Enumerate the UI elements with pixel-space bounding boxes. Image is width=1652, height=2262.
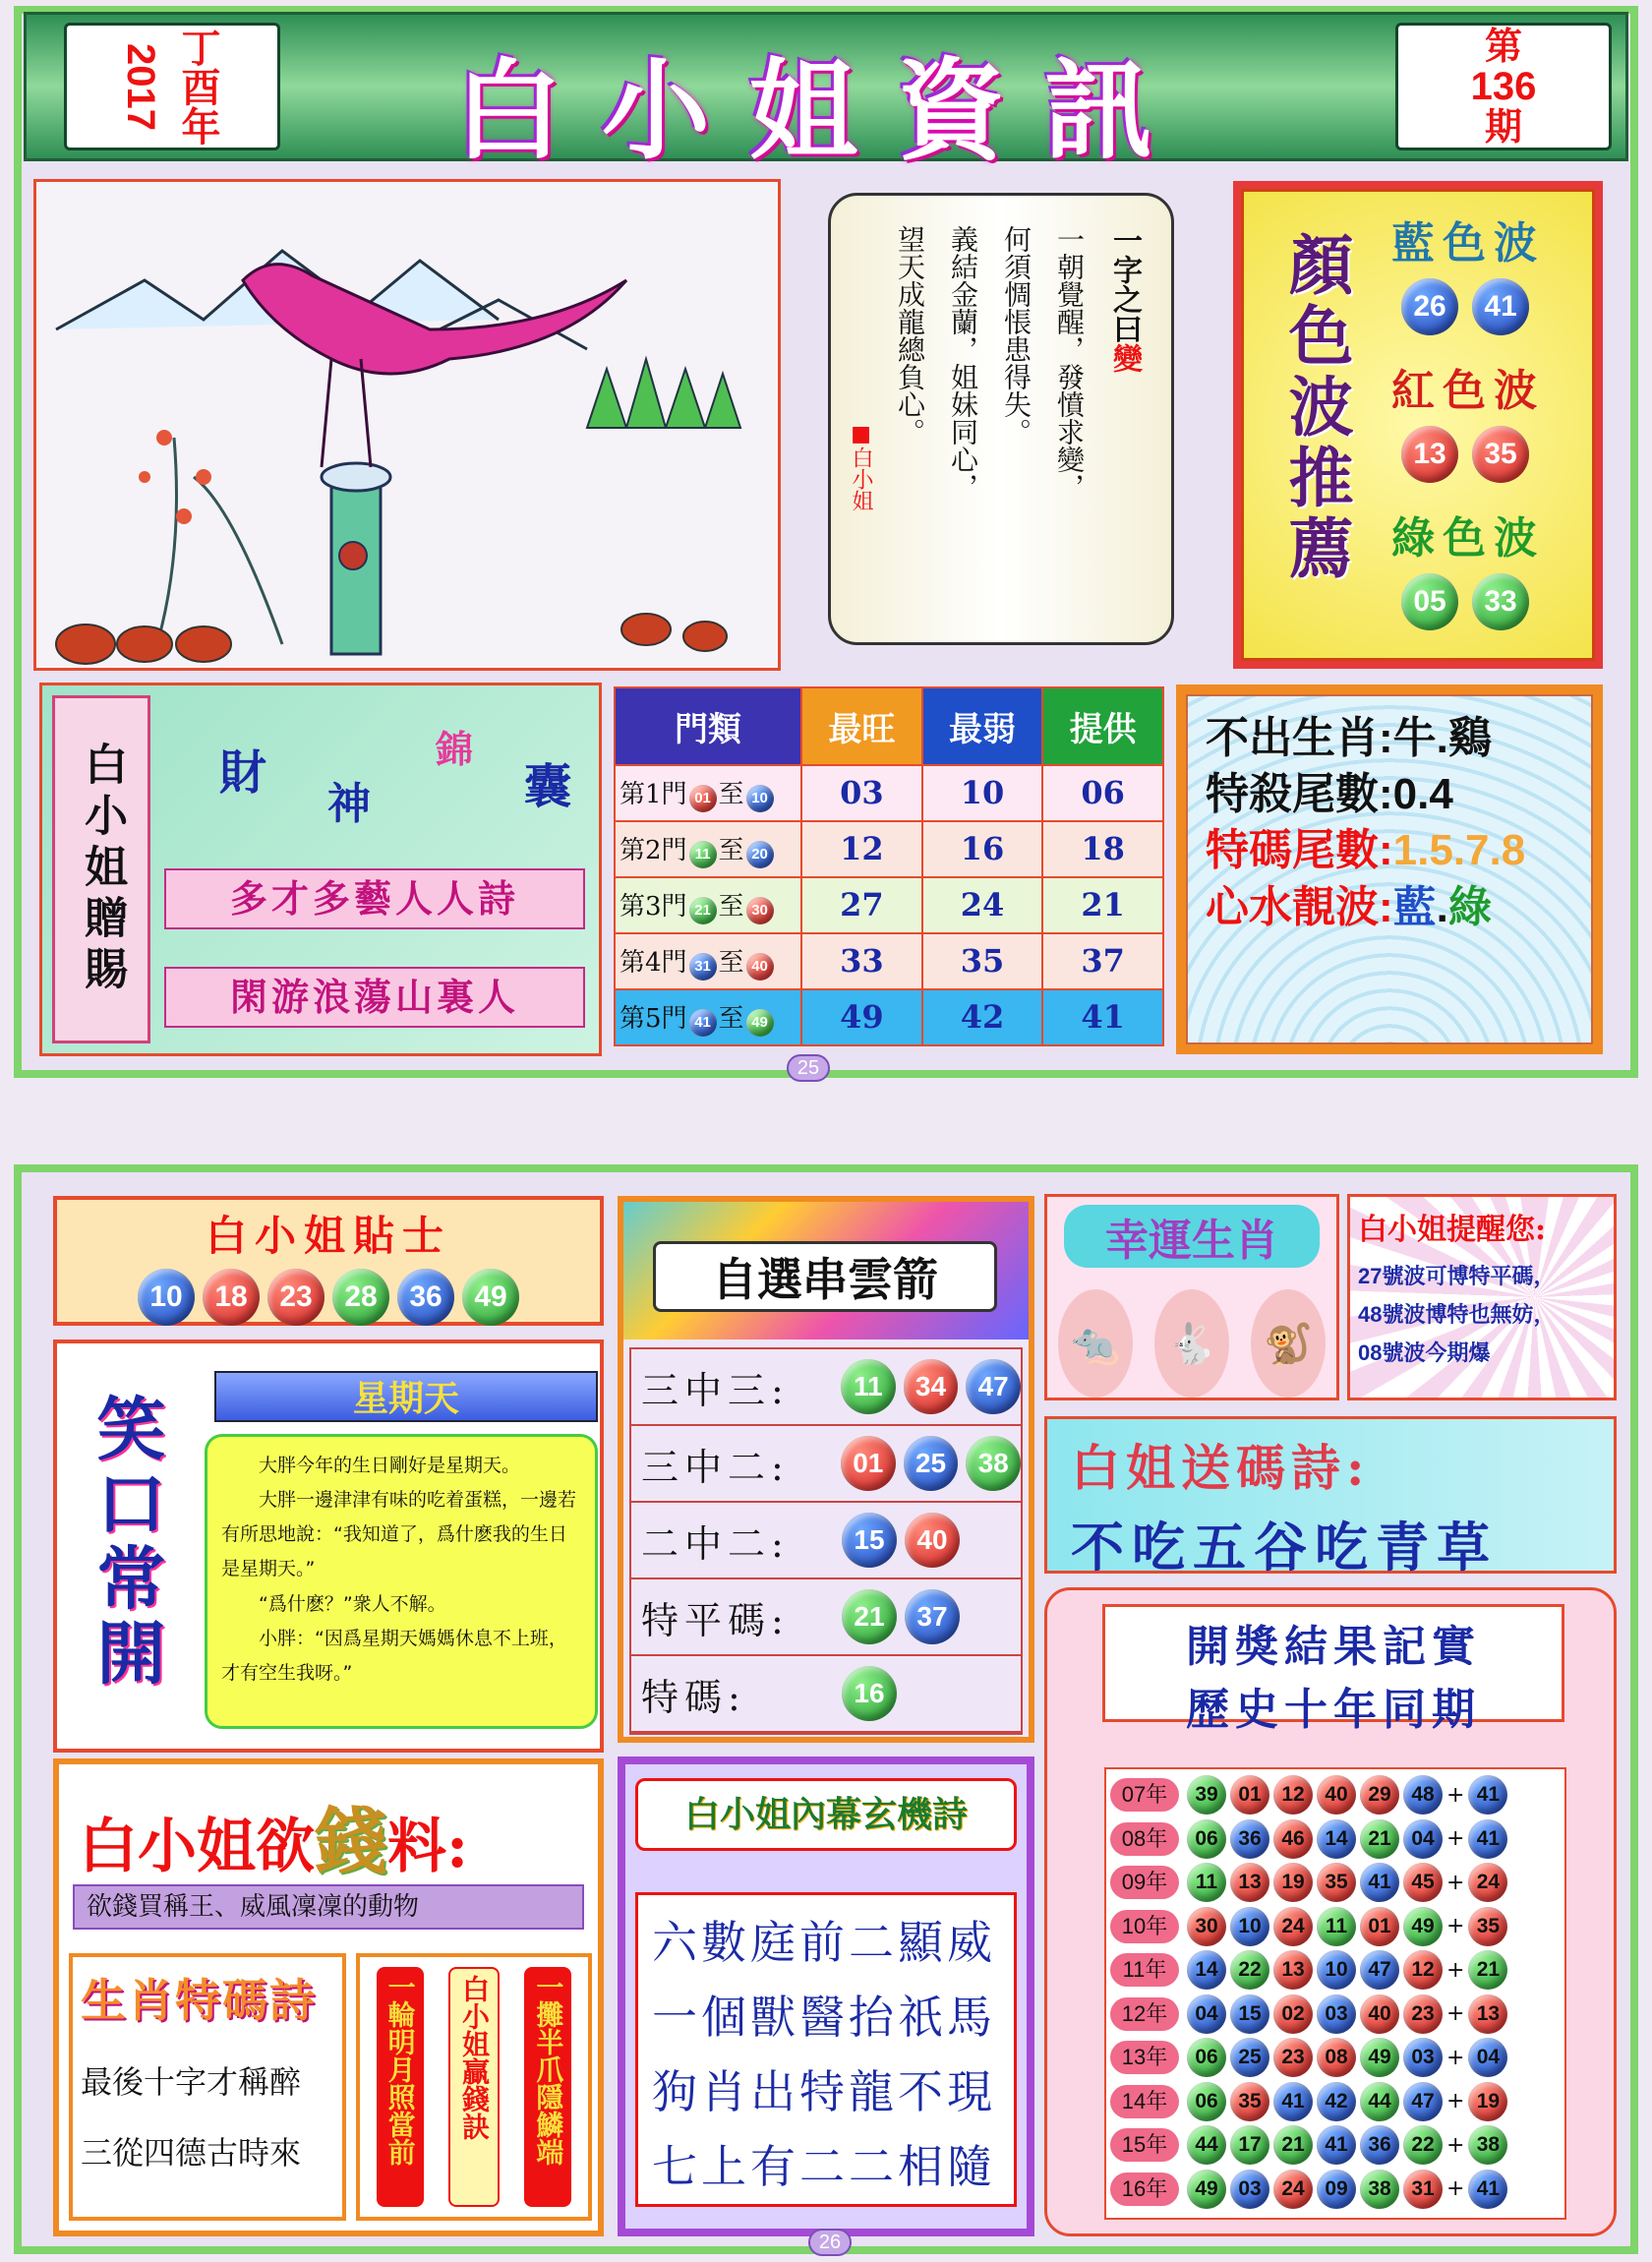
door-cell	[615, 877, 801, 933]
zixuan-row	[631, 1349, 1021, 1426]
money-panel	[53, 1758, 604, 2236]
reminder-line: 48號波博特也無妨，	[1358, 1302, 1556, 1327]
zixuan-ball: 47	[966, 1359, 1021, 1414]
history-row	[1110, 2168, 1561, 2212]
history-ball: 35	[1230, 2082, 1269, 2121]
history-row	[1110, 1905, 1561, 1949]
wave-group-green	[1391, 503, 1588, 650]
zixuan-ball: 38	[966, 1436, 1021, 1491]
door-from-ball: 01	[689, 785, 717, 812]
header-banner	[24, 12, 1628, 174]
joke-para: 小胖：“因爲星期天媽媽休息不上班，才有空生我呀。”	[221, 1627, 567, 1684]
zixuan-label: 特碼:	[641, 1675, 746, 1719]
page-number-bottom: 26	[808, 2229, 852, 2256]
zodiac-title: 生肖特碼詩	[81, 1974, 317, 2027]
door-label: 第5門	[620, 1004, 687, 1035]
history-ball: 06	[1187, 2038, 1226, 2077]
monkey-icon: 🐒	[1251, 1289, 1326, 1398]
history-ball: 19	[1273, 1863, 1313, 1902]
door-value: 41	[1042, 989, 1163, 1045]
door-to-label: 至	[718, 1004, 744, 1035]
tieshi-ball: 28	[332, 1269, 389, 1326]
history-ball: 11	[1187, 1863, 1226, 1902]
history-ball: 06	[1187, 2082, 1226, 2121]
zixuan-ball: 34	[904, 1359, 959, 1414]
door-cell	[615, 933, 801, 989]
history-year: 14年	[1110, 2085, 1179, 2118]
history-year: 12年	[1110, 1997, 1179, 2031]
history-ball: 06	[1187, 1819, 1226, 1859]
history-ball: 21	[1360, 1819, 1399, 1859]
zixuan-ball: 11	[841, 1359, 896, 1414]
history-title-2: 歷史十年同期	[1186, 1685, 1481, 1735]
gift-panel	[39, 683, 602, 1056]
history-ball: 13	[1273, 1950, 1313, 1990]
history-ball: 49	[1187, 2170, 1226, 2209]
zixuan-ball: 21	[842, 1589, 897, 1644]
history-ball: 24	[1273, 1907, 1313, 1946]
door-value: 27	[801, 877, 922, 933]
history-ball: 23	[1273, 2038, 1313, 2077]
zixuan-row	[631, 1579, 1021, 1656]
reminder-panel	[1347, 1194, 1617, 1400]
wave-ball: 41	[1472, 278, 1529, 335]
tips-line-4: 心水靚波:藍.綠	[1206, 882, 1492, 931]
history-ball: 17	[1230, 2125, 1269, 2165]
history-year: 15年	[1110, 2128, 1179, 2162]
door-to-label: 至	[718, 948, 744, 979]
wave-ball: 26	[1401, 278, 1458, 335]
poem-scroll	[828, 193, 1174, 645]
zodiac-poem	[69, 1953, 346, 2221]
mystery-line: 狗肖出特龍不現	[652, 2065, 996, 2118]
page-number-top: 25	[787, 1054, 830, 1082]
gift-line-2: 閑游浪蕩山裏人	[164, 967, 585, 1028]
doors-row	[615, 933, 1163, 989]
history-ball: 03	[1403, 2038, 1443, 2077]
history-year: 10年	[1110, 1910, 1179, 1943]
history-row	[1110, 1993, 1561, 2037]
joke-para: 大胖今年的生日剛好是星期天。	[259, 1455, 521, 1476]
wave-label-blue: 藍色波	[1391, 218, 1545, 268]
poem-code-text: 不吃五谷吃青草	[1071, 1516, 1498, 1578]
issue-book	[1395, 23, 1612, 150]
poem-line-1: 一朝覺醒，發憤求變，	[1053, 225, 1086, 501]
poem-code-title: 白姐送碼詩:	[1071, 1439, 1371, 1497]
door-value: 12	[801, 821, 922, 877]
doors-row	[615, 765, 1163, 821]
history-ball: 03	[1230, 2170, 1269, 2209]
zixuan-label: 二中二:	[641, 1521, 790, 1566]
door-value: 49	[801, 989, 922, 1045]
zixuan-label: 三中二:	[641, 1445, 790, 1489]
wave-ball: 35	[1472, 426, 1529, 483]
issue-number: 136	[1470, 65, 1537, 108]
issue-suffix: 期	[1484, 104, 1522, 149]
pheasant-picture	[36, 182, 778, 668]
history-year: 09年	[1110, 1866, 1179, 1899]
history-ball: 45	[1403, 1863, 1443, 1902]
doors-row	[615, 877, 1163, 933]
doors-head: 門類	[615, 687, 801, 765]
tieshi-panel	[53, 1196, 604, 1326]
banners	[356, 1953, 592, 2221]
page-title: 白小姐資訊	[454, 47, 1192, 174]
door-cell	[615, 765, 801, 821]
door-to-ball: 49	[746, 1009, 774, 1037]
door-value: 10	[922, 765, 1043, 821]
history-row	[1110, 1817, 1561, 1862]
history-ball: 02	[1273, 1994, 1313, 2034]
history-ball: 21	[1273, 2125, 1313, 2165]
color-wave-title: 顏色波推薦	[1277, 231, 1354, 585]
history-ball: 49	[1360, 2038, 1399, 2077]
money-title: 白小姐欲錢料:	[79, 1800, 469, 1884]
history-row	[1110, 2036, 1561, 2080]
year-book	[64, 23, 280, 150]
doors-head: 提供	[1042, 687, 1163, 765]
history-ball: 01	[1360, 1907, 1399, 1946]
door-label: 第1門	[620, 780, 687, 810]
history-ball: 44	[1360, 2082, 1399, 2121]
history-row	[1110, 1861, 1561, 1905]
zixuan-banner	[623, 1202, 1029, 1339]
history-ball: 14	[1187, 1950, 1226, 1990]
poem-line-3: 義結金蘭，姐妹同心，	[947, 225, 979, 501]
history-ball: 36	[1360, 2125, 1399, 2165]
history-plus: +	[1446, 2132, 1465, 2158]
poem-author: ■白小姐	[849, 422, 873, 511]
door-cell	[615, 821, 801, 877]
poem-line-2: 何須惆悵患得失。	[1000, 225, 1032, 446]
reminder-line: 27號波可博特平碼，	[1358, 1264, 1556, 1288]
door-cell	[615, 989, 801, 1045]
history-year: 13年	[1110, 2041, 1179, 2074]
tieshi-title: 白小姐貼士	[205, 1212, 451, 1260]
history-ball: 11	[1317, 1907, 1356, 1946]
color-wave-panel	[1233, 181, 1603, 669]
reminder-line: 08號波今期爆	[1358, 1340, 1491, 1365]
history-ball: 03	[1317, 1994, 1356, 2034]
history-year: 08年	[1110, 1822, 1179, 1856]
door-value: 33	[801, 933, 922, 989]
door-value: 21	[1042, 877, 1163, 933]
zixuan-ball: 37	[905, 1589, 960, 1644]
door-from-ball: 21	[689, 897, 717, 924]
rat-icon: 🐀	[1058, 1289, 1133, 1398]
door-value: 06	[1042, 765, 1163, 821]
history-ball: 30	[1187, 1907, 1226, 1946]
history-plus: +	[1446, 1914, 1465, 1939]
history-rows	[1104, 1767, 1566, 2220]
history-year: 11年	[1110, 1953, 1179, 1987]
gift-tile: 財	[219, 745, 267, 801]
joke-side-title: 笑口常開	[86, 1393, 167, 1692]
door-value: 35	[922, 933, 1043, 989]
gift-tile: 錦	[436, 727, 474, 771]
history-title-box	[1102, 1604, 1564, 1735]
door-from-ball: 11	[689, 841, 717, 868]
zixuan-row	[631, 1656, 1021, 1733]
gift-tile: 神	[327, 779, 371, 829]
doors-row	[615, 989, 1163, 1045]
tieshi-ball: 36	[397, 1269, 454, 1326]
history-ball: 24	[1273, 2170, 1313, 2209]
door-value: 18	[1042, 821, 1163, 877]
history-ball: 22	[1403, 2125, 1443, 2165]
history-panel	[1044, 1587, 1617, 2236]
joke-body	[205, 1434, 598, 1729]
rabbit-icon: 🐇	[1154, 1289, 1229, 1398]
door-to-label: 至	[718, 836, 744, 866]
poem-heading: 一字之曰變	[1107, 225, 1142, 373]
history-special-ball: 41	[1468, 1819, 1507, 1859]
history-special-ball: 21	[1468, 1950, 1507, 1990]
joke-panel	[53, 1339, 604, 1753]
history-title-1: 開獎結果記實	[1186, 1622, 1481, 1672]
history-ball: 04	[1403, 1819, 1443, 1859]
mystery-panel	[618, 1756, 1034, 2236]
history-plus: +	[1446, 1957, 1465, 1983]
zixuan-ball: 16	[842, 1666, 897, 1721]
gift-line-1: 多才多藝人人詩	[164, 868, 585, 929]
wave-label-green: 綠色波	[1391, 513, 1545, 564]
history-special-ball: 41	[1468, 1775, 1507, 1815]
door-value: 24	[922, 877, 1043, 933]
history-ball: 41	[1273, 2082, 1313, 2121]
mystery-body	[635, 1892, 1017, 2207]
lucky-panel	[1044, 1194, 1339, 1400]
joke-title: 星期天	[214, 1371, 598, 1422]
history-ball: 25	[1230, 2038, 1269, 2077]
banner-right: 一攤半爪隱鱗端	[524, 1967, 571, 2207]
banner-center: 白小姐贏錢訣	[448, 1967, 500, 2207]
zixuan-label: 特平碼:	[641, 1598, 790, 1642]
door-from-ball: 41	[689, 1009, 717, 1037]
history-ball: 12	[1403, 1950, 1443, 1990]
mystery-title: 白小姐內幕玄機詩	[635, 1778, 1017, 1851]
money-riddle: 欲錢買稱王、威風凜凜的動物	[73, 1884, 584, 1930]
history-ball: 01	[1230, 1775, 1269, 1815]
history-ball: 23	[1403, 1994, 1443, 2034]
door-label: 第2門	[620, 836, 687, 866]
history-ball: 38	[1360, 2170, 1399, 2209]
wave-label-red: 紅色波	[1391, 366, 1545, 416]
door-to-ball: 20	[746, 841, 774, 868]
history-plus: +	[1446, 1826, 1465, 1852]
gift-side-title: 白小姐贈賜	[52, 695, 150, 1043]
tieshi-ball: 49	[462, 1269, 519, 1326]
tips-line-3: 特碼尾數:1.5.7.8	[1206, 826, 1526, 875]
joke-para: 大胖一邊津津有味的吃着蛋糕，一邊若有所思地說：“我知道了，爲什麽我的生日是星期天。”	[221, 1489, 577, 1580]
mystery-line: 六數庭前二顯威	[652, 1916, 996, 1969]
history-ball: 44	[1187, 2125, 1226, 2165]
zixuan-ball: 15	[842, 1513, 897, 1568]
history-row	[1110, 1948, 1561, 1993]
reminder-title: 白小姐提醒您:	[1358, 1213, 1547, 1247]
history-ball: 22	[1230, 1950, 1269, 1990]
zixuan-title: 自選串雲箭	[653, 1241, 997, 1312]
joke-para: “爲什麽？”衆人不解。	[259, 1592, 446, 1615]
history-special-ball: 13	[1468, 1994, 1507, 2034]
zodiac-line: 三從四德古時來	[81, 2134, 302, 2172]
zixuan-row	[631, 1426, 1021, 1503]
history-ball: 13	[1230, 1863, 1269, 1902]
history-ball: 41	[1360, 1863, 1399, 1902]
history-plus: +	[1446, 1870, 1465, 1895]
history-plus: +	[1446, 2045, 1465, 2070]
wave-ball: 33	[1472, 573, 1529, 630]
doors-head: 最弱	[922, 687, 1043, 765]
door-value: 42	[922, 989, 1043, 1045]
history-ball: 09	[1317, 2170, 1356, 2209]
history-special-ball: 35	[1468, 1907, 1507, 1946]
doors-row	[615, 821, 1163, 877]
zixuan-ball: 25	[904, 1436, 959, 1491]
mystery-line: 七上有二二相隨	[652, 2140, 996, 2193]
history-year: 07年	[1110, 1778, 1179, 1812]
door-to-label: 至	[718, 892, 744, 923]
history-ball: 08	[1317, 2038, 1356, 2077]
tips-line-2: 特殺尾數:0.4	[1206, 770, 1453, 819]
year-label: 2017	[119, 42, 162, 131]
door-value: 37	[1042, 933, 1163, 989]
wave-ball: 05	[1401, 573, 1458, 630]
door-value: 03	[801, 765, 922, 821]
history-ball: 04	[1187, 1994, 1226, 2034]
history-ball: 35	[1317, 1863, 1356, 1902]
history-special-ball: 38	[1468, 2125, 1507, 2165]
history-ball: 15	[1230, 1994, 1269, 2034]
issue-prefix: 第	[1484, 24, 1522, 69]
doors-head: 最旺	[801, 687, 922, 765]
zixuan-row	[631, 1503, 1021, 1579]
history-ball: 40	[1360, 1994, 1399, 2034]
history-plus: +	[1446, 2176, 1465, 2202]
tips-panel	[1176, 685, 1603, 1054]
tieshi-balls	[57, 1269, 600, 1326]
lucky-title: 幸運生肖	[1064, 1205, 1320, 1268]
tieshi-ball: 10	[138, 1269, 195, 1326]
history-plus: +	[1446, 2001, 1465, 2027]
wave-group-blue	[1391, 208, 1588, 355]
tieshi-ball: 18	[203, 1269, 260, 1326]
history-plus: +	[1446, 1782, 1465, 1808]
history-ball: 31	[1403, 2170, 1443, 2209]
wave-group-red	[1391, 355, 1588, 503]
doors-table	[614, 686, 1164, 1046]
history-ball: 14	[1317, 1819, 1356, 1859]
zixuan-panel	[618, 1196, 1034, 1743]
history-ball: 41	[1317, 2125, 1356, 2165]
history-special-ball: 04	[1468, 2038, 1507, 2077]
tips-line-1: 不出生肖:牛.鷄	[1206, 714, 1492, 762]
history-ball: 40	[1317, 1775, 1356, 1815]
wave-groups	[1391, 208, 1588, 650]
history-ball: 36	[1230, 1819, 1269, 1859]
zodiac-line: 最後十字才稱醉	[81, 2063, 302, 2101]
history-year: 16年	[1110, 2173, 1179, 2206]
zixuan-rows	[629, 1347, 1023, 1735]
poem-code-panel	[1044, 1416, 1617, 1578]
history-special-ball: 19	[1468, 2082, 1507, 2121]
poem-line-4: 望天成龍總負心。	[894, 225, 926, 446]
door-label: 第3門	[620, 892, 687, 923]
gift-tile: 囊	[524, 759, 572, 814]
gift-tiles	[160, 699, 593, 847]
zixuan-ball: 40	[905, 1513, 960, 1568]
tieshi-ball: 23	[267, 1269, 324, 1326]
mystery-line: 一個獸醫抬祇馬	[652, 1991, 996, 2044]
history-ball: 29	[1360, 1775, 1399, 1815]
door-to-ball: 30	[746, 897, 774, 924]
history-ball: 12	[1273, 1775, 1313, 1815]
history-ball: 47	[1403, 2082, 1443, 2121]
door-to-label: 至	[718, 780, 744, 810]
history-row	[1110, 1773, 1561, 1817]
bird-illustration	[33, 179, 781, 671]
history-ball: 10	[1317, 1950, 1356, 1990]
history-special-ball: 24	[1468, 1863, 1507, 1902]
history-plus: +	[1446, 2089, 1465, 2114]
history-row	[1110, 2123, 1561, 2168]
zixuan-ball: 01	[841, 1436, 896, 1491]
door-to-ball: 10	[746, 785, 774, 812]
door-to-ball: 40	[746, 953, 774, 981]
history-row	[1110, 2080, 1561, 2124]
history-special-ball: 41	[1468, 2170, 1507, 2209]
doors-header-row	[615, 687, 1163, 765]
banner-left: 一輪明月照當前	[377, 1967, 424, 2207]
door-value: 16	[922, 821, 1043, 877]
history-ball: 39	[1187, 1775, 1226, 1815]
door-from-ball: 31	[689, 953, 717, 981]
history-ball: 46	[1273, 1819, 1313, 1859]
year-cn: 丁酉年	[175, 28, 221, 146]
history-ball: 47	[1360, 1950, 1399, 1990]
history-ball: 48	[1403, 1775, 1443, 1815]
history-ball: 10	[1230, 1907, 1269, 1946]
wave-ball: 13	[1401, 426, 1458, 483]
door-label: 第4門	[620, 948, 687, 979]
history-ball: 49	[1403, 1907, 1443, 1946]
history-ball: 42	[1317, 2082, 1356, 2121]
zixuan-label: 三中三:	[641, 1368, 790, 1412]
